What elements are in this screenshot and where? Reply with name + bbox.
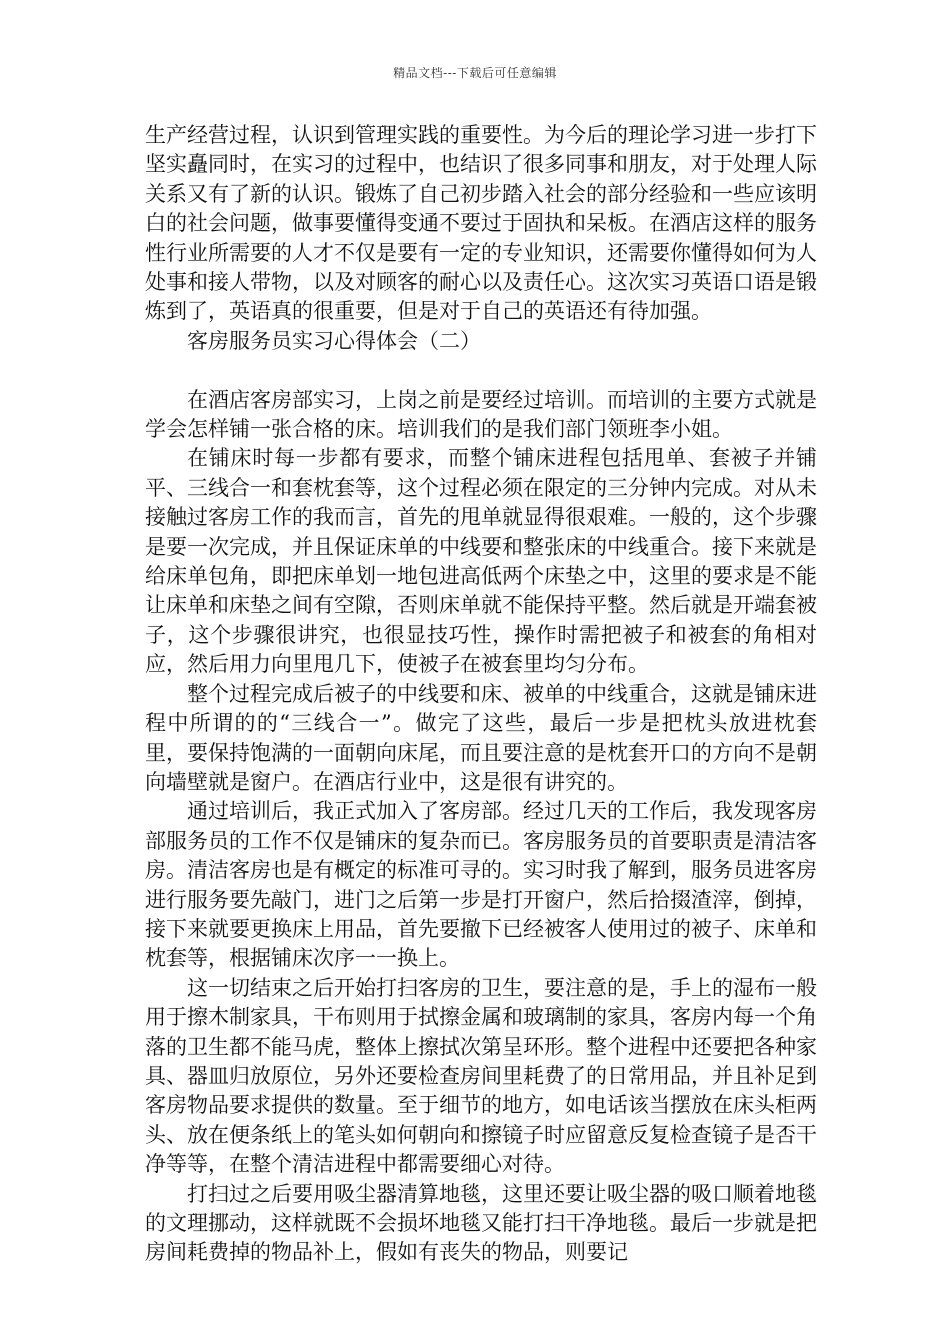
paragraph-5: 通过培训后，我正式加入了客房部。经过几天的工作后，我发现客房部服务员的工作不仅是铺床的复杂而已。客房服务员的首要职责是清洁客房。清洁客房也是有概定的标准可寻的。实习时我了解到，服务员进客房进行服务要先敲门，进门之后第一步是打开窗户，然后拾掇渣滓，倒掉，接下来就要更换床上用品，首先要撤下已经被客人使用过的被子、床单和枕套等，根据铺床次序一一换上。 <box>145 799 817 971</box>
paragraph-7: 打扫过之后要用吸尘器清算地毯，这里还要让吸尘器的吸口顺着地毯的文理挪动，这样就既不会损坏地毯又能打扫干净地毯。最后一步就是把房间耗费掉的物品补上，假如有丧失的物品，则要记 <box>145 1181 817 1265</box>
paragraph-2: 在酒店客房部实习，上岗之前是要经过培训。而培训的主要方式就是学会怎样铺一张合格的床。培训我们的是我们部门领班李小姐。 <box>145 387 817 442</box>
paragraph-6: 这一切结束之后开始打扫客房的卫生，要注意的是，手上的湿布一般用于擦木制家具，干布则用于拭擦金属和玻璃制的家具，客房内每一个角落的卫生都不能马虎，整体上擦拭次第呈环形。整个进程中还要把各种家具、器皿归放原位，另外还要检查房间里耗费了的日常用品，并且补足到客房物品要求提供的数量。至于细节的地方，如电话该当摆放在床头柜两头、放在便条纸上的笔头如何朝向和擦镜子时应留意反复检查镜子是否干净等等，在整个清洁进程中都需要细心对待。 <box>145 975 817 1177</box>
blank-line <box>145 356 817 385</box>
paragraph-4: 整个过程完成后被子的中线要和床、被单的中线重合，这就是铺床进程中所谓的的“三线合一”。做完了这些，最后一步是把枕头放进枕套里，要保持饱满的一面朝向床尾，而且要注意的是枕套开口的方向不是朝向墙壁就是窗户。在酒店行业中，这是很有讲究的。 <box>145 681 817 794</box>
document-body <box>145 121 817 1268</box>
page-header: 精品文档---下载后可任意编辑 <box>393 66 557 80</box>
paragraph-1: 生产经营过程，认识到管理实践的重要性。为今后的理论学习进一步打下坚实矗同时，在实习的过程中，也结识了很多同事和朋友，对于处理人际关系又有了新的认识。锻炼了自己初步踏入社会的部分经验和一些应该明白的社会问题，做事要懂得变通不要过于固执和呆板。在酒店这样的服务性行业所需要的人才不仅是要有一定的专业知识，还需要你懂得如何为人处事和接人带物，以及对顾客的耐心以及责任心。这次实习英语口语是锻炼到了，英语真的很重要，但是对于自己的英语还有待加强。 <box>145 123 817 324</box>
section-title: 客房服务员实习心得体会（二） <box>187 328 481 353</box>
paragraph-3: 在铺床时每一步都有要求，而整个铺床进程包括甩单、套被子并铺平、三线合一和套枕套等，这个过程必须在限定的三分钟内完成。对从未接触过客房工作的我而言，首先的甩单就显得很艰难。一般的，这个步骤是要一次完成，并且保证床单的中线要和整张床的中线重合。接下来就是给床单包角，即把床单划一地包进高低两个床垫之中，这里的要求是不能让床单和床垫之间有空隙，否则床单就不能保持平整。然后就是开端套被子，这个步骤很讲究，也很显技巧性，操作时需把被子和被套的角相对应，然后用力向里甩几下，使被子在被套里均匀分布。 <box>145 446 817 677</box>
